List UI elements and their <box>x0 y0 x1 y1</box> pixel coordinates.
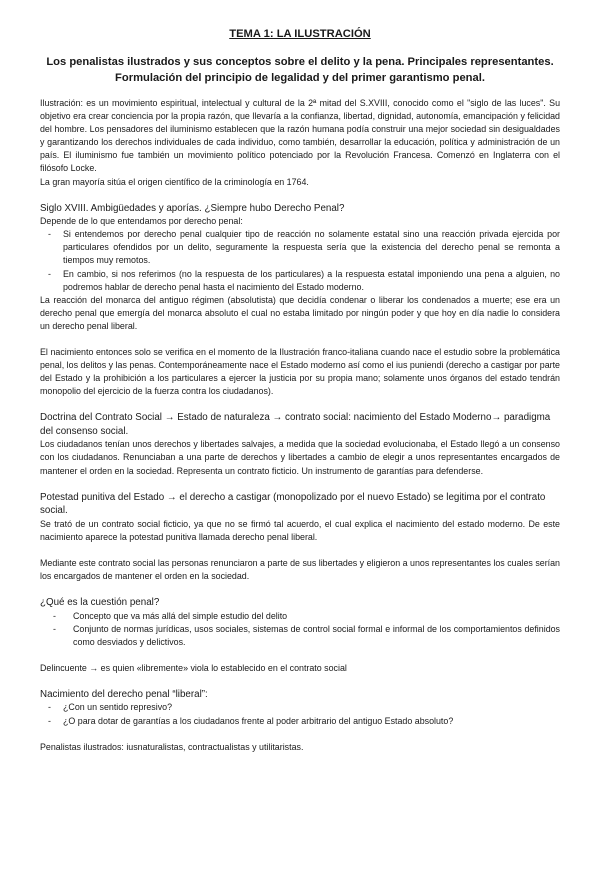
intro-paragraph: Ilustración: es un movimiento espiritual, intelectual y cultural de la 2ª mitad del S.XVIII, conocido como el "siglo de las luces". Su objetivo era crear conciencia por la propia razón, que llevaría a la confianza, libertad, dignidad, autonomía, emancipación y felicidad del hombre. Los pensadores del iluminismo establecen que la razón humana podía construir una mejor sociedad sin desigualdades y garantizando los derechos individuales de cada individuo, como también, desarrollar la educación, política y administración de un país. El iluminismo fue también un movimiento político potenciado por la Revolución Francesa. Comenzó en Inglaterra con el filósofo Locke. <box>40 98 560 174</box>
section-title-contrato-social: Doctrina del Contrato Social → Estado de naturaleza → contrato social: nacimiento del Estado Moderno→ paradigma del consenso social. <box>40 412 551 437</box>
closing-line: Penalistas ilustrados: iusnaturalistas, contractualistas y utilitaristas. <box>40 741 304 752</box>
list-item: - En cambio, si nos referimos (no la respuesta de los particulares) a la respuesta estatal imponiendo una pena a alguien, no podremos hablar de derecho penal hasta el nacimiento del Estado moderno. <box>40 268 560 294</box>
derecho-penal-list <box>40 228 560 293</box>
derecho-liberal-list <box>40 701 560 727</box>
section-title-derecho-liberal: Nacimiento del derecho penal “liberal”: <box>40 688 208 700</box>
subtitle-line-2: Formulación del principio de legalidad y del primer garantismo penal. <box>115 71 485 84</box>
document-subtitle <box>40 55 560 86</box>
document-page <box>0 28 600 876</box>
mediante-paragraph: Mediante este contrato social las personas renunciaron a parte de sus libertades y eligieron a unos representantes los cuales serían los encargados de mantener el orden en la sociedad. <box>40 557 560 581</box>
contrato-social-paragraph: Los ciudadanos tenían unos derechos y libertades salvajes, a medida que la sociedad evolucionaba, el Estado llegó a un consenso con los ciudadanos. Renunciaban a una parte de derechos y libertades a cambio de elegir a unos representantes encargados de mantener el orden en la sociedad. Representa un contrato ficticio. Un instrumento de garantías para defenderse. <box>40 439 560 476</box>
monarca-paragraph: La reacción del monarca del antiguo régimen (absolutista) que decidía condenar o liberar los condenados a muerte; ese era un derecho penal que emergía del monarca absoluto el cual no estaba limitado por ningún poder y que hoy en día nadie lo considera un derecho penal liberal. <box>40 294 560 331</box>
list-item: - Concepto que va más allá del simple estudio del delito <box>40 610 560 623</box>
section-lead: Depende de lo que entendamos por derecho penal: <box>40 216 243 227</box>
intro-criminologia: La gran mayoría sitúa el origen científico de la criminología en 1764. <box>40 176 309 187</box>
document-title: TEMA 1: LA ILUSTRACIÓN <box>229 28 371 40</box>
subtitle-line-1: Los penalistas ilustrados y sus conceptos sobre el delito y la pena. Principales representantes. <box>46 56 554 68</box>
section-title-siglo-xviii: Siglo XVIII. Ambigüedades y aporías. ¿Siempre hubo Derecho Penal? <box>40 202 345 214</box>
delincuente-line: Delincuente → es quien «libremente» viola lo establecido en el contrato social <box>40 662 347 673</box>
list-item: - ¿Con un sentido represivo? <box>40 701 560 714</box>
cuestion-penal-list <box>40 610 560 649</box>
list-item: - Conjunto de normas jurídicas, usos sociales, sistemas de control social formal e informal de los comportamientos definidos como desviados y delictivos. <box>40 623 560 649</box>
section-title-potestad-punitiva: Potestad punitiva del Estado → el derecho a castigar (monopolizado por el nuevo Estado) se legitima por el contrato social. <box>40 491 546 517</box>
potestad-paragraph: Se trató de un contrato social ficticio, ya que no se firmó tal acuerdo, el cual explica el nacimiento del estado moderno. De este nacimiento aparece la potestad punitiva llamada derecho penal liberal. <box>40 518 560 542</box>
nacimiento-paragraph: El nacimiento entonces solo se verifica en el momento de la Ilustración franco-italiana cuando nace el estudio sobre la problemática penal, los delitos y las penas. Contemporáneamente nace el Estado moderno así como el ius puniendi (derecho a castigar por parte del Estado y la prohibición a los particulares a ejercer la justicia por su propia mano; solamente unos órganos del estado tendrán monopolio del ejercicio de la fuerza contra los ciudadanos). <box>40 347 560 397</box>
section-title-cuestion-penal: ¿Qué es la cuestión penal? <box>40 597 160 609</box>
list-item: - Si entendemos por derecho penal cualquier tipo de reacción no solamente estatal sino una reacción privada ejercida por particulares ofendidos por un delito, seguramente la respuesta sería que la existencia del derecho penal se remonta a tiempos muy remotos. <box>40 228 560 267</box>
list-item: - ¿O para dotar de garantías a los ciudadanos frente al poder arbitrario del antiguo Estado absoluto? <box>40 715 560 728</box>
